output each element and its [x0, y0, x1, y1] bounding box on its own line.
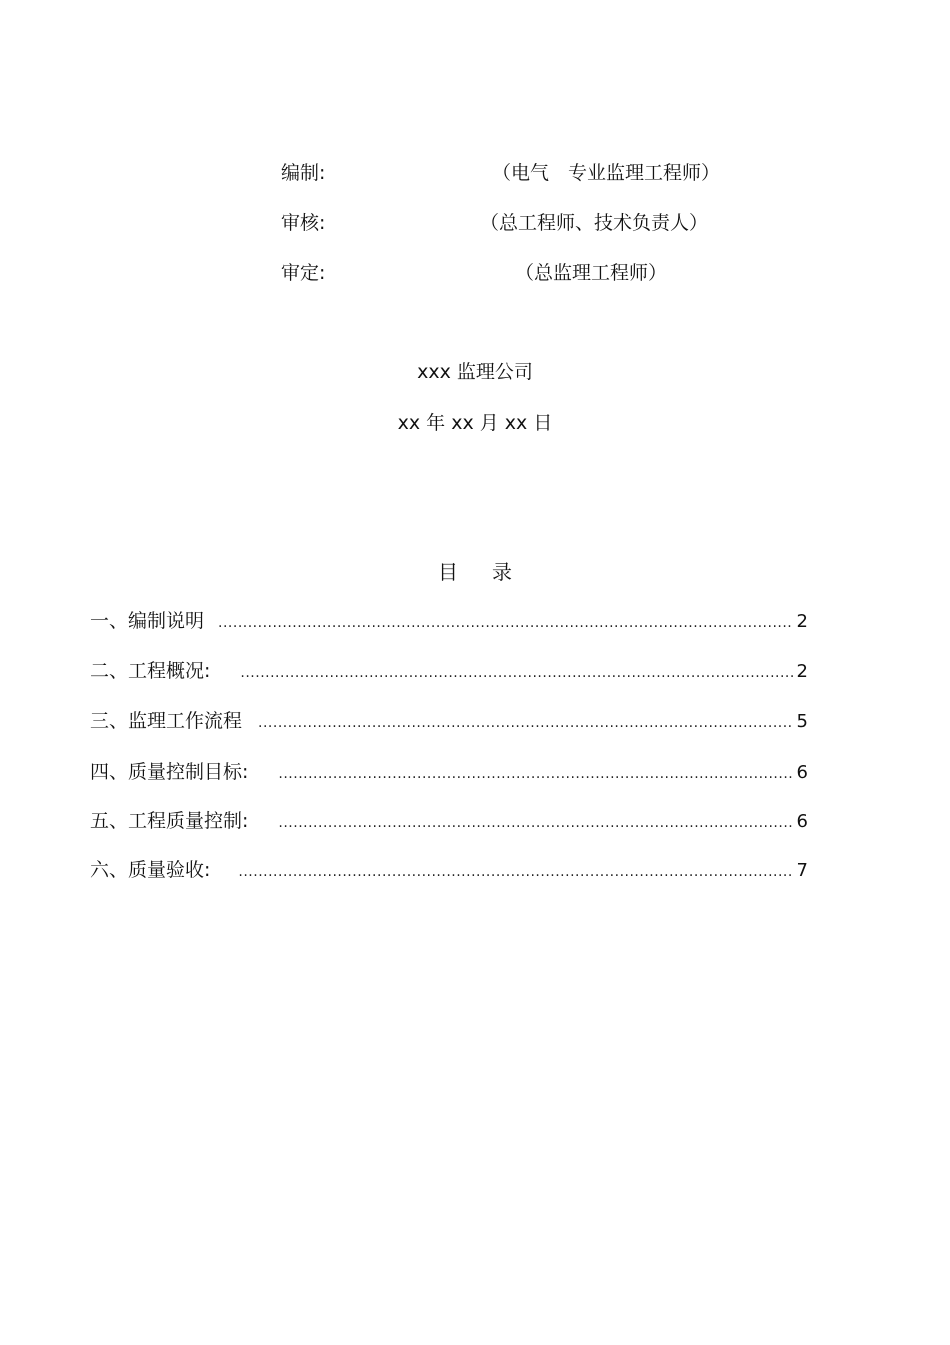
- toc-leader-dots: [278, 815, 792, 831]
- document-date: xx 年 xx 月 xx 日: [397, 412, 553, 434]
- toc-item-label: 三、监理工作流程: [90, 710, 243, 732]
- toc-item-page: 5: [796, 711, 808, 732]
- reviewed-by-role: （总工程师、技术负责人）: [480, 212, 709, 234]
- toc-item-label: 五、工程质量控制:: [90, 810, 249, 832]
- company-name: xxx 监理公司: [417, 361, 533, 383]
- toc-item[interactable]: [90, 806, 808, 832]
- toc-item-page: 2: [796, 611, 808, 632]
- toc-item[interactable]: [90, 656, 808, 682]
- toc-item-label: 一、编制说明: [90, 610, 205, 632]
- toc-item[interactable]: [90, 606, 808, 632]
- approved-by-label: 审定:: [281, 262, 326, 284]
- toc-leader-dots: [258, 715, 793, 731]
- toc-title: 目录: [438, 560, 546, 584]
- toc-item[interactable]: [90, 706, 808, 732]
- toc-item-label: 二、工程概况:: [90, 660, 211, 682]
- toc-item-page: 6: [796, 811, 808, 832]
- toc-item[interactable]: [90, 855, 808, 881]
- toc-leader-dots: [240, 665, 792, 681]
- toc-item-page: 2: [796, 661, 808, 682]
- toc-leader-dots: [238, 864, 792, 880]
- approved-by-role: （总监理工程师）: [515, 262, 668, 284]
- toc-item-page: 7: [796, 860, 808, 881]
- toc-item-label: 六、质量验收:: [90, 859, 211, 881]
- toc-item-page: 6: [796, 762, 808, 783]
- toc-leader-dots: [218, 615, 793, 631]
- toc-leader-dots: [278, 766, 792, 782]
- toc-item[interactable]: [90, 757, 808, 783]
- prepared-by-label: 编制:: [281, 162, 326, 184]
- toc-item-label: 四、质量控制目标:: [90, 761, 249, 783]
- prepared-by-role: （电气 专业监理工程师）: [492, 162, 721, 184]
- reviewed-by-label: 审核:: [281, 212, 326, 234]
